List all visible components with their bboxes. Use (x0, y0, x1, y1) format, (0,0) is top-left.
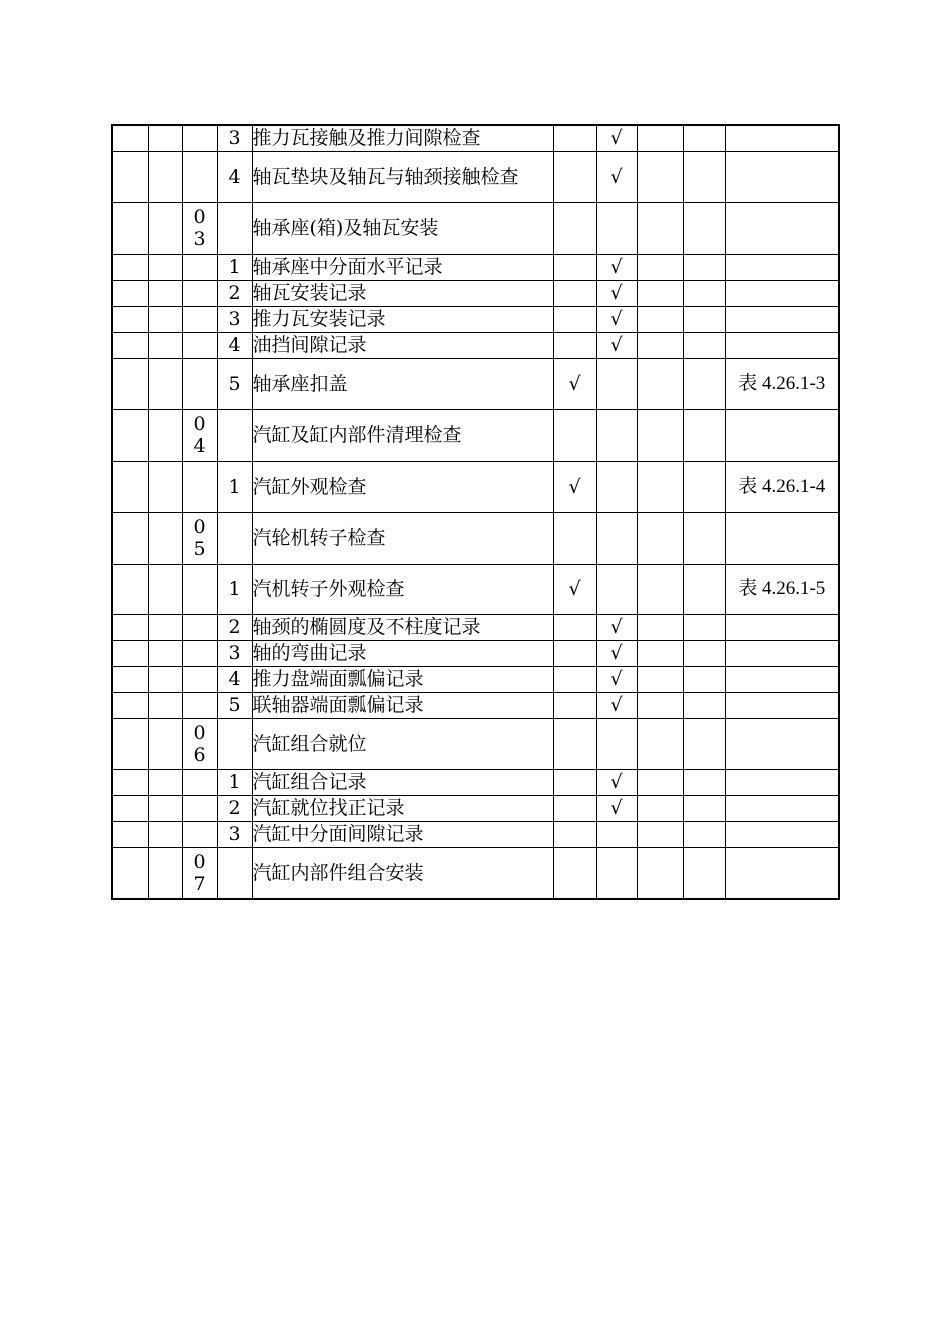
section-code-cell (182, 769, 217, 795)
section-code-cell (182, 692, 217, 718)
blank-cell (112, 795, 148, 821)
check-column-b (596, 202, 637, 254)
check-column-b (596, 718, 637, 769)
blank-cell (112, 512, 148, 564)
item-name: 轴承座中分面水平记录 (252, 254, 553, 280)
blank-cell (683, 151, 725, 202)
blank-cell (112, 254, 148, 280)
check-column-a (553, 821, 596, 847)
section-code-cell (182, 666, 217, 692)
blank-cell (112, 332, 148, 358)
item-number: 4 (217, 666, 252, 692)
check-column-a (553, 640, 596, 666)
section-code-cell (182, 718, 217, 769)
item-name: 汽缸外观检查 (252, 461, 553, 512)
blank-cell (112, 821, 148, 847)
check-column-a (553, 151, 596, 202)
check-column-a (553, 718, 596, 769)
blank-cell (148, 461, 182, 512)
blank-cell (637, 564, 683, 614)
section-code-cell (182, 280, 217, 306)
table-row (112, 332, 839, 358)
table-row (112, 254, 839, 280)
table-row (112, 280, 839, 306)
check-column-a (553, 202, 596, 254)
table-row (112, 847, 839, 899)
table-reference (725, 409, 839, 461)
item-number: 5 (217, 358, 252, 409)
check-column-b (596, 512, 637, 564)
table-row (112, 564, 839, 614)
blank-cell (637, 666, 683, 692)
check-column-b: √ (596, 769, 637, 795)
blank-cell (637, 306, 683, 332)
section-code: 0 3 (193, 206, 206, 250)
check-column-a (553, 847, 596, 899)
table-reference: 表 4.26.1-4 (725, 461, 839, 512)
check-column-b (596, 358, 637, 409)
blank-cell (637, 614, 683, 640)
blank-cell (637, 847, 683, 899)
item-number (217, 409, 252, 461)
item-number: 1 (217, 769, 252, 795)
item-number: 4 (217, 332, 252, 358)
table-reference: 表 4.26.1-3 (725, 358, 839, 409)
blank-cell (148, 306, 182, 332)
item-name: 轴瓦安装记录 (252, 280, 553, 306)
check-column-b: √ (596, 306, 637, 332)
check-column-b: √ (596, 614, 637, 640)
item-number: 3 (217, 306, 252, 332)
blank-cell (683, 254, 725, 280)
blank-cell (112, 125, 148, 151)
blank-cell (148, 718, 182, 769)
table-reference (725, 847, 839, 899)
blank-cell (112, 280, 148, 306)
blank-cell (683, 332, 725, 358)
item-name: 轴的弯曲记录 (252, 640, 553, 666)
item-number: 2 (217, 795, 252, 821)
section-code-cell (182, 125, 217, 151)
section-code-cell (182, 614, 217, 640)
blank-cell (637, 692, 683, 718)
blank-cell (637, 461, 683, 512)
blank-cell (683, 358, 725, 409)
table-row (112, 202, 839, 254)
blank-cell (683, 306, 725, 332)
check-column-b: √ (596, 666, 637, 692)
blank-cell (637, 202, 683, 254)
check-column-a (553, 125, 596, 151)
table-reference (725, 280, 839, 306)
item-number: 5 (217, 692, 252, 718)
section-code-cell (182, 640, 217, 666)
blank-cell (637, 795, 683, 821)
table-reference (725, 640, 839, 666)
blank-cell (148, 409, 182, 461)
item-number: 3 (217, 821, 252, 847)
table-reference (725, 769, 839, 795)
inspection-table (111, 124, 840, 900)
check-column-b (596, 461, 637, 512)
section-code-cell (182, 461, 217, 512)
section-code-cell (182, 795, 217, 821)
table-row (112, 821, 839, 847)
table-reference (725, 332, 839, 358)
item-number (217, 202, 252, 254)
blank-cell (683, 666, 725, 692)
table-reference (725, 718, 839, 769)
section-code-cell (182, 332, 217, 358)
blank-cell (683, 692, 725, 718)
item-name: 推力盘端面瓢偏记录 (252, 666, 553, 692)
blank-cell (683, 512, 725, 564)
table-row (112, 409, 839, 461)
table-reference (725, 254, 839, 280)
item-name: 汽机转子外观检查 (252, 564, 553, 614)
section-code-cell (182, 306, 217, 332)
check-column-a (553, 280, 596, 306)
item-number: 3 (217, 125, 252, 151)
table-reference (725, 666, 839, 692)
check-column-a (553, 332, 596, 358)
section-code-cell (182, 821, 217, 847)
check-column-a: √ (553, 564, 596, 614)
blank-cell (637, 254, 683, 280)
table-reference (725, 614, 839, 640)
blank-cell (112, 692, 148, 718)
check-column-b: √ (596, 332, 637, 358)
check-column-a (553, 512, 596, 564)
check-column-b (596, 564, 637, 614)
section-code-cell (182, 151, 217, 202)
table-reference (725, 202, 839, 254)
blank-cell (148, 358, 182, 409)
blank-cell (148, 666, 182, 692)
section-code: 0 5 (193, 516, 206, 560)
blank-cell (637, 280, 683, 306)
item-number: 3 (217, 640, 252, 666)
table-row (112, 461, 839, 512)
table-reference: 表 4.26.1-5 (725, 564, 839, 614)
blank-cell (637, 125, 683, 151)
check-column-b: √ (596, 125, 637, 151)
blank-cell (112, 202, 148, 254)
item-name: 油挡间隙记录 (252, 332, 553, 358)
item-name: 轴颈的椭圆度及不柱度记录 (252, 614, 553, 640)
table-reference (725, 692, 839, 718)
section-code-cell (182, 254, 217, 280)
blank-cell (148, 564, 182, 614)
blank-cell (148, 821, 182, 847)
section-code-cell (182, 564, 217, 614)
item-name: 推力瓦接触及推力间隙检查 (252, 125, 553, 151)
item-number (217, 718, 252, 769)
table-row (112, 640, 839, 666)
table-reference (725, 821, 839, 847)
blank-cell (148, 202, 182, 254)
item-number: 2 (217, 280, 252, 306)
blank-cell (148, 692, 182, 718)
check-column-a (553, 409, 596, 461)
check-column-a (553, 254, 596, 280)
blank-cell (683, 202, 725, 254)
blank-cell (112, 769, 148, 795)
table-reference (725, 151, 839, 202)
blank-cell (148, 847, 182, 899)
check-column-b: √ (596, 640, 637, 666)
blank-cell (637, 640, 683, 666)
item-number: 1 (217, 461, 252, 512)
check-column-a (553, 795, 596, 821)
table-reference (725, 795, 839, 821)
check-column-a (553, 769, 596, 795)
blank-cell (148, 640, 182, 666)
item-name: 轴承座(箱)及轴瓦安装 (252, 202, 553, 254)
blank-cell (683, 795, 725, 821)
item-number: 1 (217, 564, 252, 614)
blank-cell (148, 769, 182, 795)
blank-cell (112, 409, 148, 461)
blank-cell (683, 461, 725, 512)
item-name: 汽缸组合记录 (252, 769, 553, 795)
item-number: 1 (217, 254, 252, 280)
table-row (112, 512, 839, 564)
item-name: 汽缸中分面间隙记录 (252, 821, 553, 847)
blank-cell (683, 821, 725, 847)
item-number (217, 847, 252, 899)
blank-cell (637, 512, 683, 564)
table-row (112, 306, 839, 332)
blank-cell (683, 614, 725, 640)
section-code: 0 7 (193, 850, 206, 895)
table-row (112, 769, 839, 795)
blank-cell (148, 332, 182, 358)
section-code-cell (182, 847, 217, 899)
blank-cell (637, 409, 683, 461)
item-name: 汽缸及缸内部件清理检查 (252, 409, 553, 461)
blank-cell (112, 358, 148, 409)
blank-cell (148, 614, 182, 640)
check-column-a (553, 692, 596, 718)
table-row (112, 718, 839, 769)
blank-cell (637, 332, 683, 358)
blank-cell (637, 718, 683, 769)
check-column-b: √ (596, 280, 637, 306)
table-row (112, 151, 839, 202)
blank-cell (637, 358, 683, 409)
item-name: 汽缸内部件组合安装 (252, 847, 553, 899)
blank-cell (112, 306, 148, 332)
section-code-cell (182, 512, 217, 564)
check-column-a (553, 306, 596, 332)
blank-cell (148, 280, 182, 306)
check-column-a: √ (553, 461, 596, 512)
check-column-a: √ (553, 358, 596, 409)
blank-cell (683, 280, 725, 306)
item-name: 推力瓦安装记录 (252, 306, 553, 332)
blank-cell (112, 847, 148, 899)
check-column-b (596, 847, 637, 899)
item-number: 4 (217, 151, 252, 202)
check-column-b (596, 821, 637, 847)
blank-cell (148, 795, 182, 821)
check-column-b: √ (596, 692, 637, 718)
item-name: 联轴器端面瓢偏记录 (252, 692, 553, 718)
section-code-cell (182, 409, 217, 461)
blank-cell (683, 564, 725, 614)
check-column-b: √ (596, 254, 637, 280)
section-code: 0 4 (193, 413, 206, 457)
check-column-b (596, 409, 637, 461)
blank-cell (148, 151, 182, 202)
blank-cell (112, 151, 148, 202)
item-name: 汽轮机转子检查 (252, 512, 553, 564)
table-row (112, 614, 839, 640)
item-name: 汽缸组合就位 (252, 718, 553, 769)
item-number (217, 512, 252, 564)
blank-cell (683, 125, 725, 151)
blank-cell (112, 461, 148, 512)
item-name: 轴承座扣盖 (252, 358, 553, 409)
blank-cell (148, 125, 182, 151)
table-row (112, 125, 839, 151)
table-row (112, 666, 839, 692)
table-row (112, 692, 839, 718)
table-reference (725, 512, 839, 564)
table-row (112, 795, 839, 821)
blank-cell (637, 151, 683, 202)
blank-cell (112, 666, 148, 692)
blank-cell (148, 512, 182, 564)
blank-cell (112, 614, 148, 640)
item-name: 轴瓦垫块及轴瓦与轴颈接触检查 (252, 151, 553, 202)
item-name: 汽缸就位找正记录 (252, 795, 553, 821)
blank-cell (683, 409, 725, 461)
check-column-a (553, 666, 596, 692)
blank-cell (148, 254, 182, 280)
blank-cell (112, 640, 148, 666)
blank-cell (112, 564, 148, 614)
table-reference (725, 125, 839, 151)
check-column-b: √ (596, 151, 637, 202)
table-reference (725, 306, 839, 332)
check-column-b: √ (596, 795, 637, 821)
section-code-cell (182, 358, 217, 409)
section-code: 0 6 (193, 721, 206, 766)
item-number: 2 (217, 614, 252, 640)
blank-cell (683, 718, 725, 769)
check-column-a (553, 614, 596, 640)
blank-cell (683, 769, 725, 795)
blank-cell (683, 640, 725, 666)
blank-cell (637, 821, 683, 847)
blank-cell (683, 847, 725, 899)
table-row (112, 358, 839, 409)
table-body (112, 125, 839, 899)
blank-cell (637, 769, 683, 795)
section-code-cell (182, 202, 217, 254)
blank-cell (112, 718, 148, 769)
